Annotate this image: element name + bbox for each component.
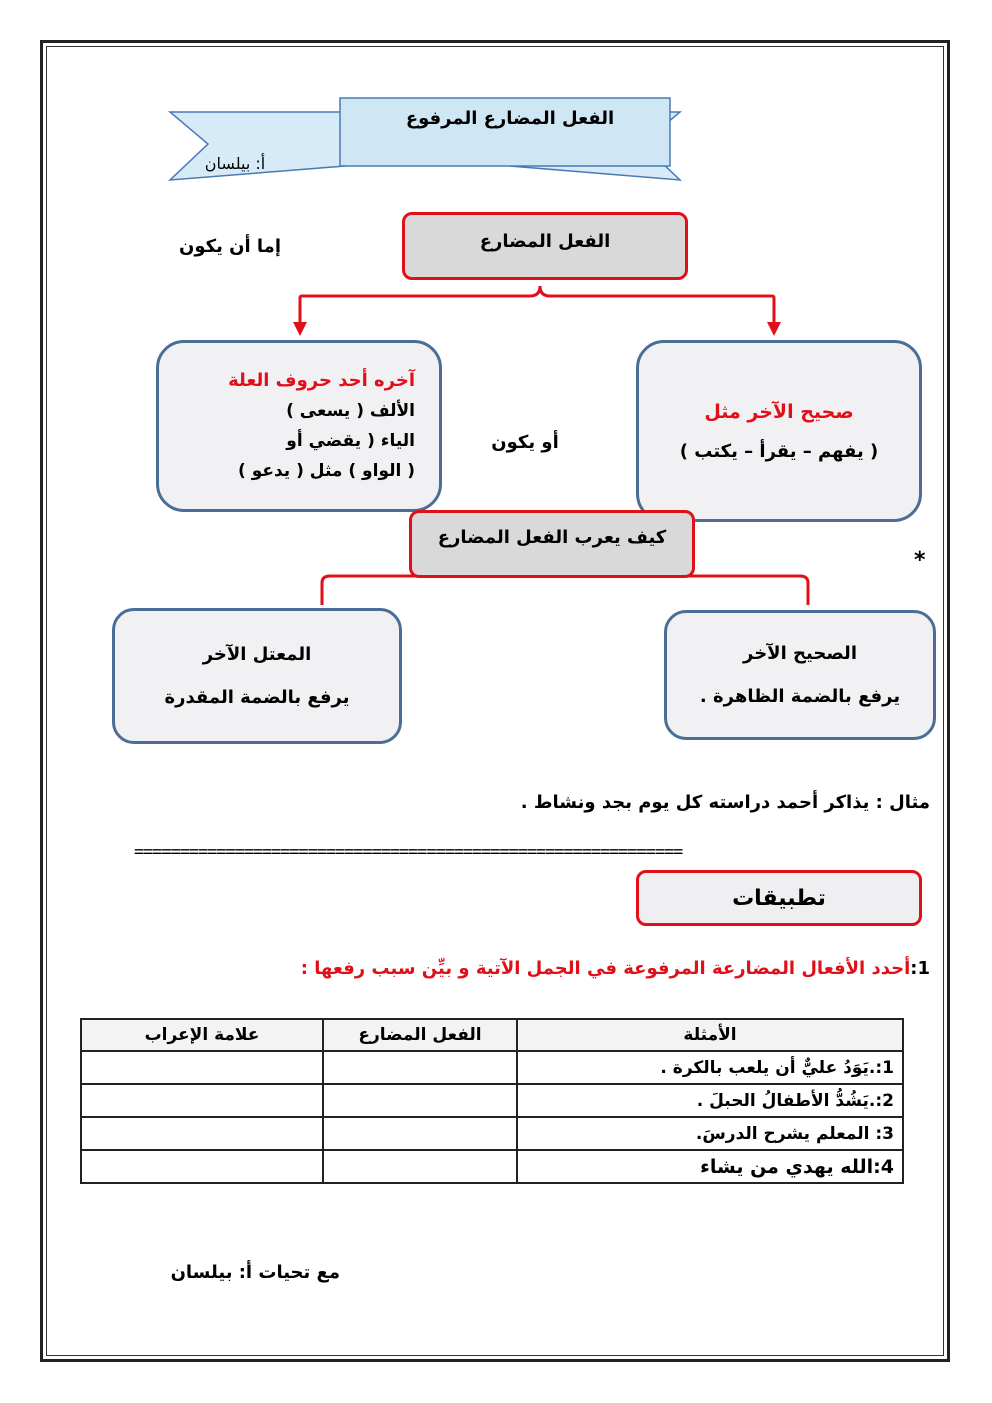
applications-title: تطبيقات <box>732 885 826 911</box>
star-mark: * <box>914 548 926 573</box>
or-label: أو يكون <box>491 432 559 453</box>
either-label: إما أن يكون <box>178 236 281 257</box>
verb-answer-cell[interactable] <box>323 1117 517 1150</box>
verb-answer-cell[interactable] <box>323 1084 517 1117</box>
example-cell: 4:الله يهدي من يشاء <box>517 1150 903 1183</box>
table-row <box>81 1117 903 1150</box>
table-row <box>81 1051 903 1084</box>
mark-answer-cell[interactable] <box>81 1084 323 1117</box>
table-row <box>81 1084 903 1117</box>
mark-answer-cell[interactable] <box>81 1150 323 1183</box>
sound-rule-text: يرفع بالضمة الظاهرة . <box>699 686 901 707</box>
weak-ending-box <box>156 340 442 512</box>
weak-ending-title: آخره أحد حروف العلة <box>228 370 415 391</box>
root-box <box>402 212 688 280</box>
footer-greeting: مع تحيات أ: بيلسان <box>170 1262 340 1283</box>
sound-ending-box <box>636 340 922 522</box>
mark-answer-cell[interactable] <box>81 1117 323 1150</box>
question-line <box>290 958 930 979</box>
how-parse-label: كيف يعرب الفعل المضارع <box>437 527 667 548</box>
col-verb-header: الفعل المضارع <box>323 1019 517 1051</box>
verb-answer-cell[interactable] <box>323 1150 517 1183</box>
col-mark-header: علامة الإعراب <box>81 1019 323 1051</box>
how-parse-box <box>409 510 695 578</box>
page-title: الفعل المضارع المرفوع <box>405 108 615 129</box>
weak-ending-line-3: ( الواو ) مثل ( يدعو ) <box>238 461 415 481</box>
author-label: أ: بيلسان <box>204 154 266 173</box>
sound-rule-box <box>664 610 936 740</box>
verb-answer-cell[interactable] <box>323 1051 517 1084</box>
mark-answer-cell[interactable] <box>81 1051 323 1084</box>
col-examples-header: الأمثلة <box>517 1019 903 1051</box>
sound-rule-title: الصحيح الآخر <box>743 643 857 664</box>
sound-ending-example: ( يفهم – يقرأ – يكتب ) <box>679 440 879 462</box>
question-text: أحدد الأفعال المضارعة المرفوعة في الجمل الآتية و بيِّن سبب رفعها : <box>300 958 911 979</box>
applications-box <box>636 870 922 926</box>
weak-ending-line-1: الألف ( يسعى ) <box>286 401 415 421</box>
weak-rule-box <box>112 608 402 744</box>
exercise-table <box>80 1018 904 1184</box>
separator-line: ============================================================ <box>134 842 683 862</box>
example-cell: 2:.يَشُدُّ الأطفالُ الحبلَ . <box>517 1084 903 1117</box>
weak-ending-line-2: الياء ( يقضي أو <box>286 431 415 451</box>
question-number: 1: <box>910 958 930 979</box>
sound-ending-title: صحيح الآخر مثل <box>704 400 854 423</box>
weak-rule-text: يرفع بالضمة المقدرة <box>164 687 350 708</box>
table-row <box>81 1150 903 1183</box>
example-cell: 3: المعلم يشرح الدرسَ. <box>517 1117 903 1150</box>
table-header-row <box>81 1019 903 1051</box>
root-label: الفعل المضارع <box>479 231 611 252</box>
weak-rule-title: المعتل الآخر <box>202 644 312 665</box>
example-cell: 1:.يَوَدُ عليٌّ أن يلعب بالكرة . <box>517 1051 903 1084</box>
example-sentence: مثال : يذاكر أحمد دراسته كل يوم بجد ونشاط . <box>520 792 930 813</box>
